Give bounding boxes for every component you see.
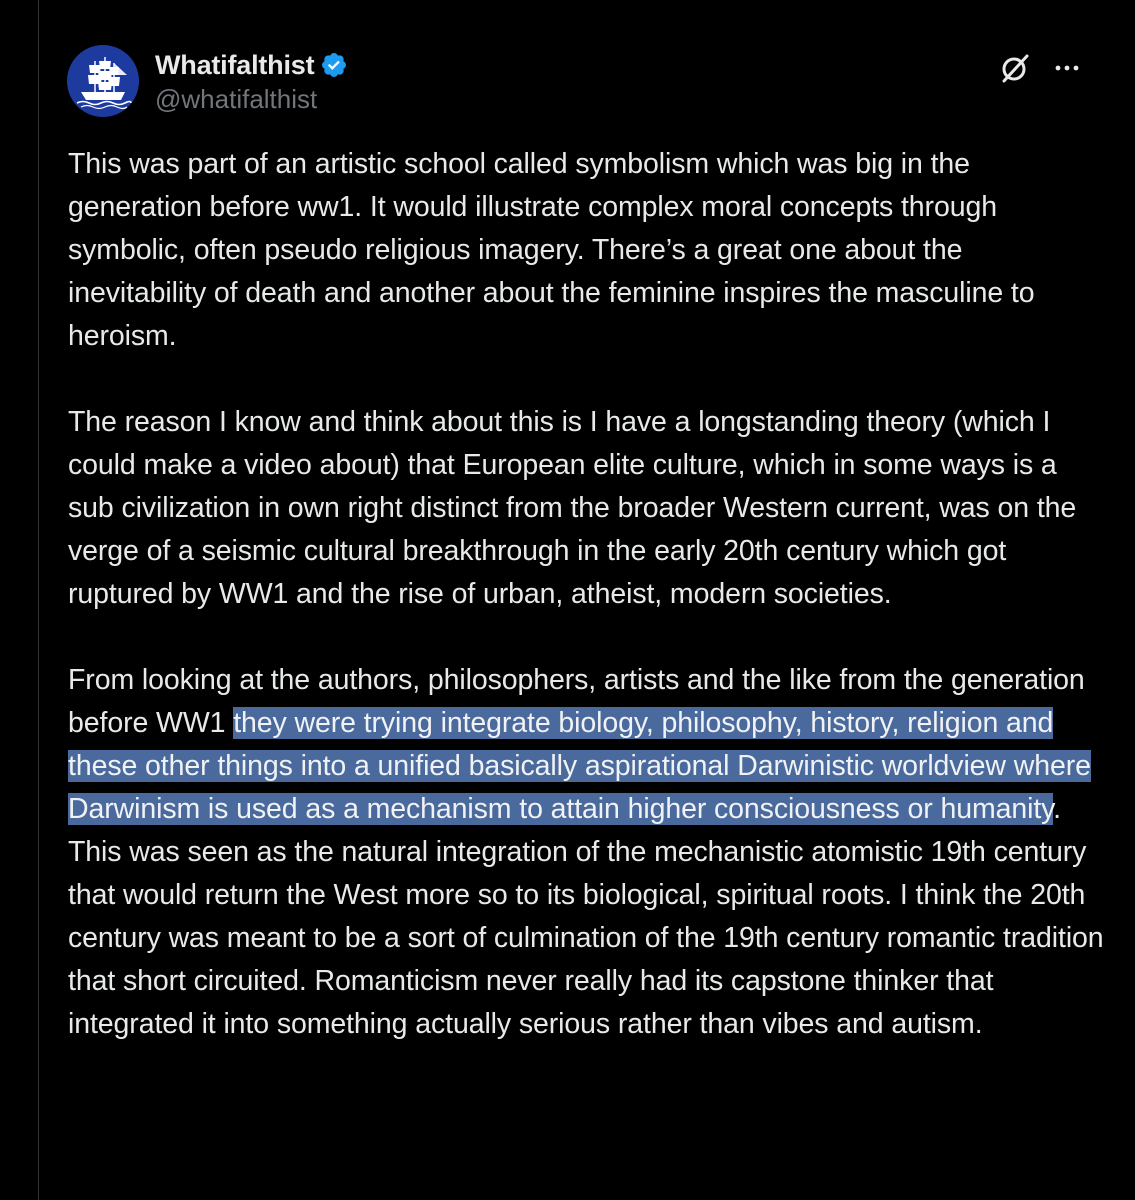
grok-icon[interactable] — [997, 50, 1033, 86]
tweet-paragraph-2: The reason I know and think about this is I have a longstanding theory (which I could make a video about) that European elite culture, which in some ways is a sub civilization in own right distinct from the broader Western current, was on the verge of a seismic cultural breakthrough in the early 20th century which got ruptured by WW1 and the rise of urban, atheist, modern societies. — [68, 406, 1077, 610]
tweet-card — [38, 0, 1135, 1200]
more-icon[interactable] — [1049, 50, 1085, 86]
avatar[interactable] — [67, 45, 139, 117]
highlighted-selection[interactable]: they were trying integrate biology, philosophy, history, religion and these other things into a unified basically aspirational Darwinistic worldview where Darwinism is used as a mechanism to attain higher consciousness or humanity — [68, 707, 1091, 825]
author-name-row — [155, 48, 348, 82]
tweet-paragraph-1: This was part of an artistic school called symbolism which was big in the generation before ww1. It would illustrate complex moral concepts through symbolic, often pseudo religious imagery. There’s a great one about the inevitability of death and another about the feminine inspires the masculine to heroism. — [68, 148, 1035, 352]
ship-logo-icon — [67, 45, 139, 117]
verified-badge-icon[interactable] — [320, 51, 348, 79]
author-display-name[interactable]: Whatifalthist — [155, 49, 315, 80]
author-handle[interactable]: @whatifalthist — [155, 84, 318, 114]
paragraph-3-tail: . This was seen as the natural integration of the mechanistic atomistic 19th century that would return the West more so to its biological, spiritual roots. I think the 20th century was meant to be a sort of culmination of the 19th century romantic tradition that short circuited. Romanticism never really had its capstone thinker that integrated it into something actually serious rather than vibes and autism. — [68, 793, 1104, 1040]
paragraph-3-lead: From looking at the authors, philosophers, artists and the like from the generation before WW1 — [68, 664, 1085, 739]
tweet-paragraph-3 — [68, 659, 1108, 1046]
tweet-text — [68, 143, 1108, 1089]
